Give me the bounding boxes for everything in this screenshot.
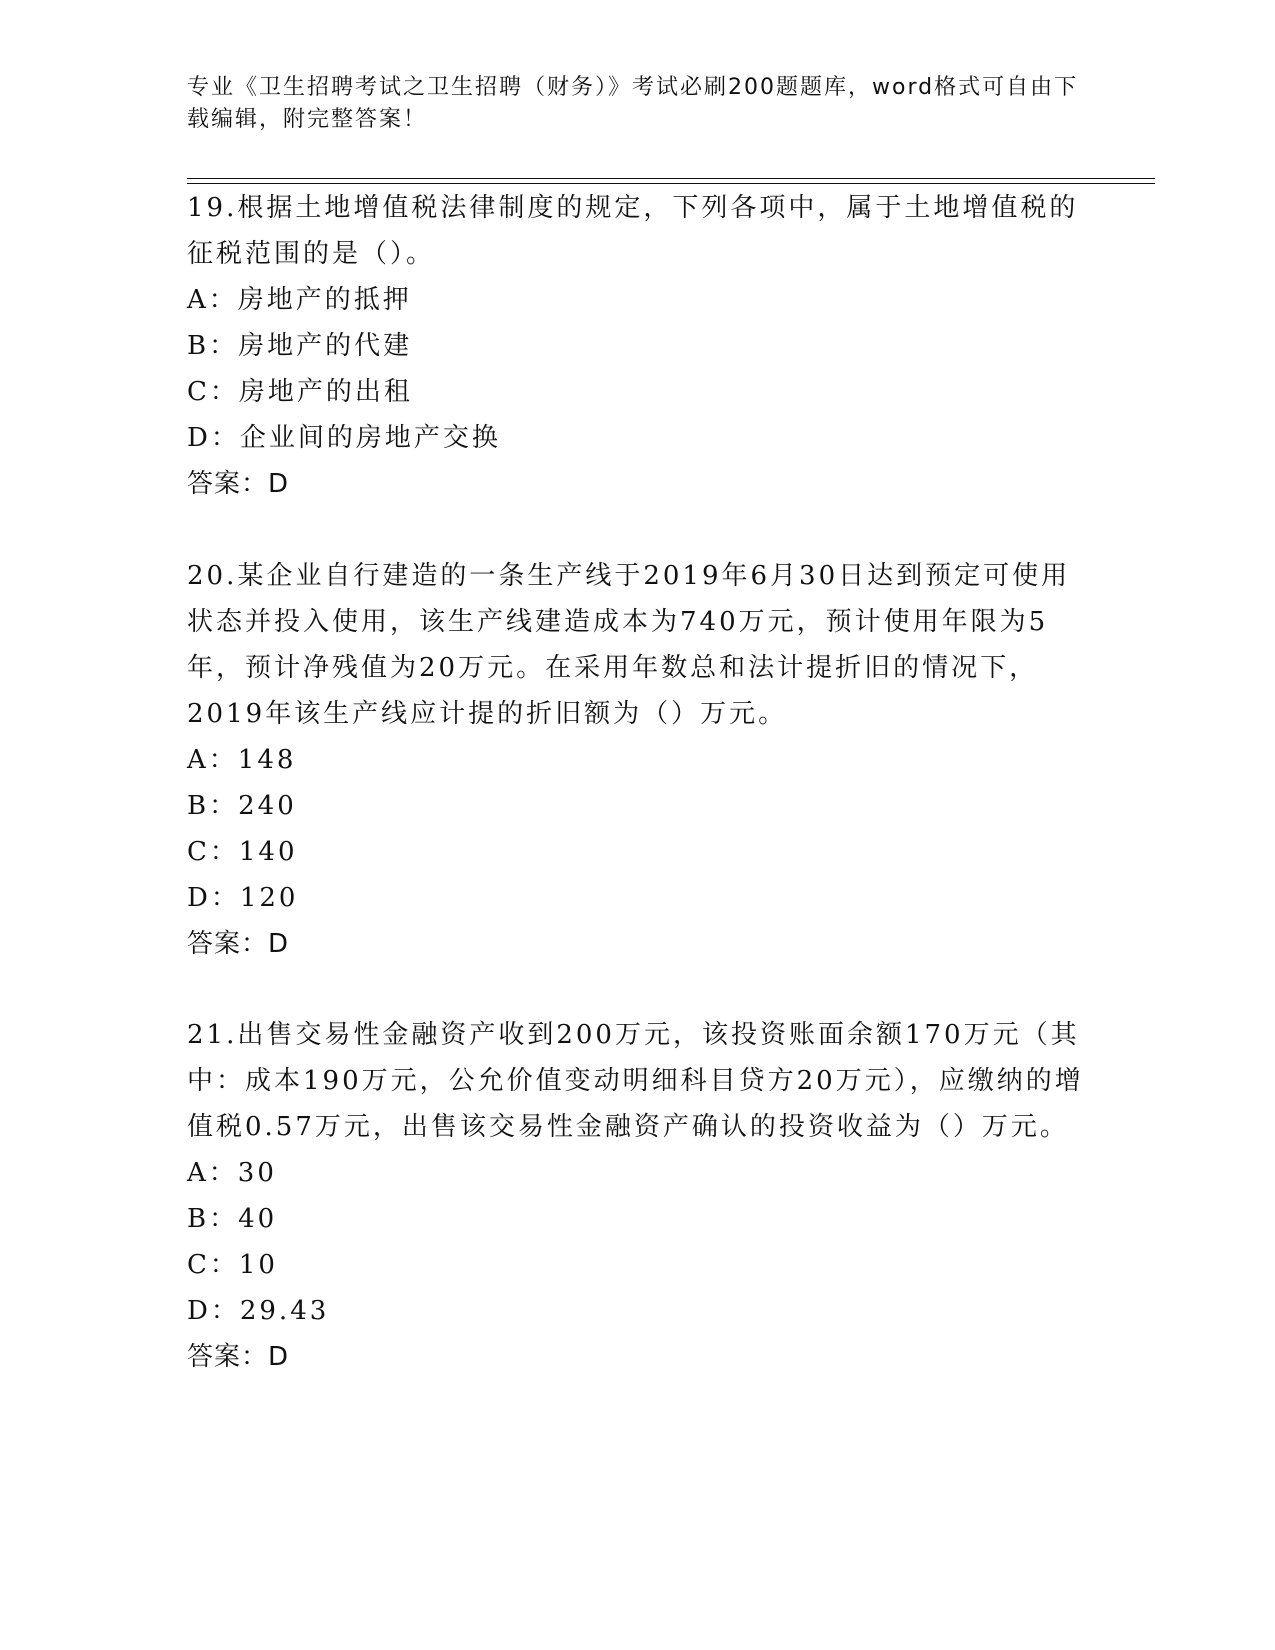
option-d: D：29.43 xyxy=(187,1296,330,1326)
option-a: A：30 xyxy=(187,1158,277,1188)
answer-label: 答案：D xyxy=(187,929,290,959)
page-header: 专业《卫生招聘考试之卫生招聘（财务）》考试必刷200题题库，word格式可自由下载编辑，附完整答案！ xyxy=(187,75,1079,132)
option-c: C：房地产的出租 xyxy=(187,377,413,407)
option-list xyxy=(187,1150,1087,1334)
question-stem: 21.出售交易性金融资产收到200万元，该投资账面余额170万元（其中：成本190万元，公允价值变动明细科目贷方20万元），应缴纳的增值税0.57万元，出售该交易性金融资产确认的投资收益为（）万元。 xyxy=(187,1020,1084,1142)
option-list xyxy=(187,277,1087,461)
option-d: D：120 xyxy=(187,883,299,913)
option-b: B：40 xyxy=(187,1204,278,1234)
option-list xyxy=(187,737,1087,921)
question-21 xyxy=(187,1012,1087,1380)
question-20 xyxy=(187,553,1087,967)
option-a: A：148 xyxy=(187,745,297,775)
question-stem: 20.某企业自行建造的一条生产线于2019年6月30日达到预定可使用状态并投入使用，该生产线建造成本为740万元，预计使用年限为5年，预计净残值为20万元。在采用年数总和法计提折旧的情况下，2019年该生产线应计提的折旧额为（）万元。 xyxy=(187,561,1071,729)
option-b: B：240 xyxy=(187,791,297,821)
question-stem: 19.根据土地增值税法律制度的规定，下列各项中，属于土地增值税的征税范围的是（）。 xyxy=(187,193,1079,269)
answer-label: 答案：D xyxy=(187,1342,290,1372)
header-divider-secondary xyxy=(187,183,1155,184)
answer-label: 答案：D xyxy=(187,469,290,499)
option-c: C：10 xyxy=(187,1250,278,1280)
question-19 xyxy=(187,185,1087,507)
option-c: C：140 xyxy=(187,837,298,867)
header-divider xyxy=(187,178,1155,179)
option-d: D：企业间的房地产交换 xyxy=(187,423,501,453)
option-b: B：房地产的代建 xyxy=(187,331,413,361)
option-a: A：房地产的抵押 xyxy=(187,285,412,315)
